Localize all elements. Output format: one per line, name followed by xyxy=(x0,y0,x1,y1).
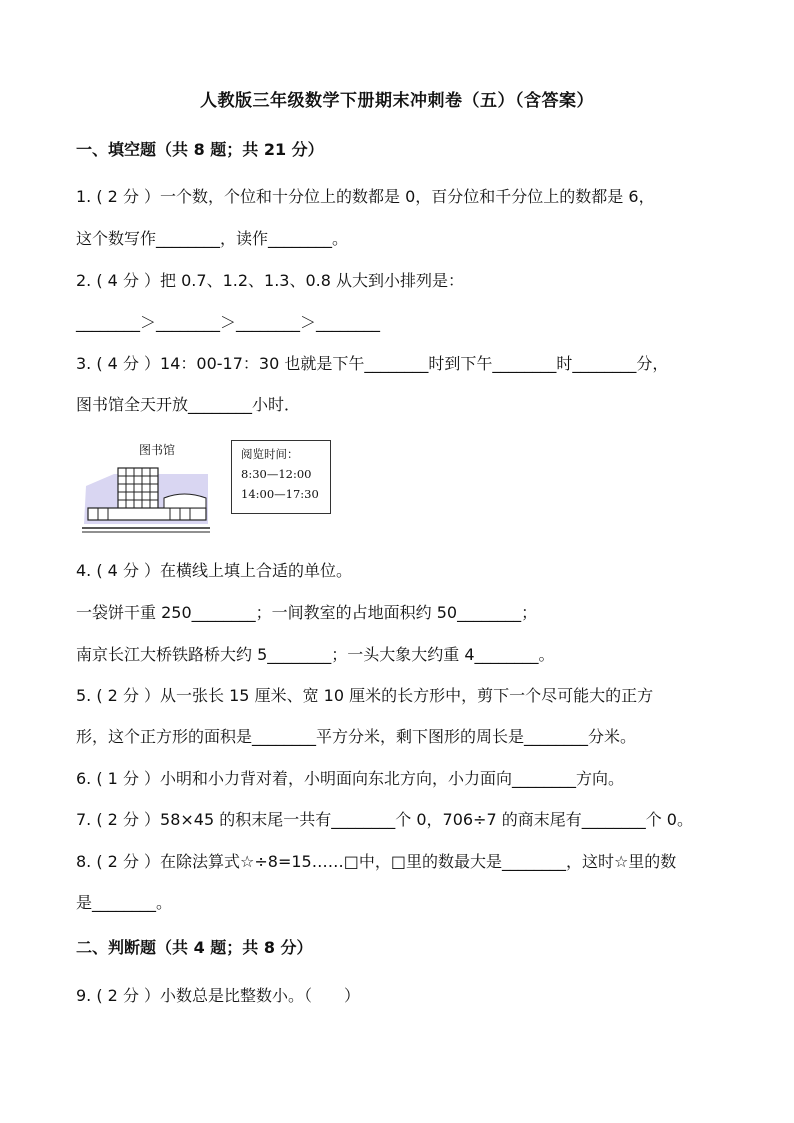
section-heading-judge: 二、判断题（共 4 题；共 8 分） xyxy=(76,938,313,957)
question-4-line-1: 4. ( 4 分 ）在横线上填上合适的单位。 xyxy=(76,561,353,580)
question-9-line-1: 9. ( 2 分 ）小数总是比整数小。（ ） xyxy=(76,986,361,1005)
question-8-line-2: 是________。 xyxy=(76,893,173,912)
question-1-line-1: 1. ( 2 分 ）一个数，个位和十分位上的数都是 0，百分位和千分位上的数都是 6， xyxy=(76,187,655,206)
question-2-line-2: ________＞________＞________＞________ xyxy=(76,313,381,332)
question-6-line-1: 6. ( 1 分 ）小明和小力背对着，小明面向东北方向，小力面向________方向。 xyxy=(76,769,625,788)
reading-hours-afternoon: 14:00—17:30 xyxy=(241,487,319,501)
question-7-line-1: 7. ( 2 分 ）58×45 的积末尾一共有________个 0，706÷7 的商末尾有________个 0。 xyxy=(76,810,693,829)
library-label: 图书馆 xyxy=(139,443,176,457)
section-heading-fill: 一、填空题（共 8 题；共 21 分） xyxy=(76,140,324,159)
question-3-line-2: 图书馆全天开放________小时． xyxy=(76,395,301,414)
question-3-line-1: 3. ( 4 分 ）14：00-17：30 也就是下午________时到下午________时________分， xyxy=(76,354,669,373)
reading-hours-title: 阅览时间： xyxy=(241,447,299,461)
page-title: 人教版三年级数学下册期末冲刺卷（五）（含答案） xyxy=(200,91,594,111)
question-2-line-1: 2. ( 4 分 ）把 0.7、1.2、1.3、0.8 从大到小排列是： xyxy=(76,271,464,290)
question-5-line-2: 形，这个正方形的面积是________平方分米，剩下图形的周长是________分米。 xyxy=(76,727,637,746)
reading-hours-box xyxy=(231,440,331,514)
reading-hours-morning: 8:30—12:00 xyxy=(241,467,312,481)
question-4-line-3: 南京长江大桥铁路桥大约 5________；一头大象大约重 4________。 xyxy=(76,645,555,664)
question-5-line-1: 5. ( 2 分 ）从一张长 15 厘米、宽 10 厘米的长方形中，剪下一个尽可能大的正方 xyxy=(76,686,654,705)
question-8-line-1: 8. ( 2 分 ）在除法算式☆÷8=15……□中，□里的数最大是________，这时☆里的数 xyxy=(76,852,677,871)
question-1-line-2: 这个数写作________，读作________。 xyxy=(76,229,349,248)
question-4-line-2: 一袋饼干重 250________；一间教室的占地面积约 50________； xyxy=(76,603,538,622)
